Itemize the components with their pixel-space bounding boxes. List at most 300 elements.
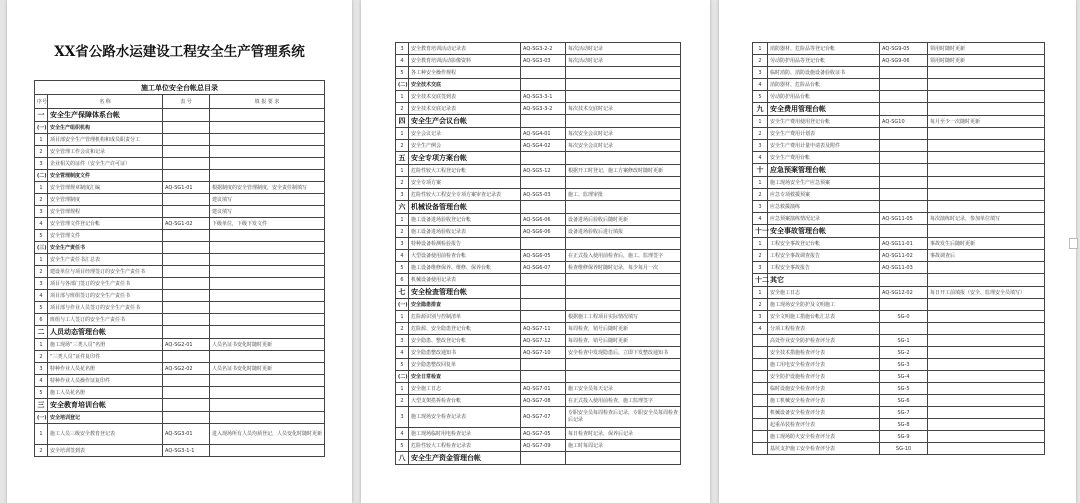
cell-form-no: [521, 452, 566, 465]
cell-index: 2: [396, 103, 409, 115]
cell-requirement: 事故发生后随时更新: [928, 238, 1045, 250]
table-row: [35, 266, 325, 278]
table-row: [35, 314, 325, 326]
cell-requirement: 根据开工时登记，施工方案修改时随时更新: [566, 165, 681, 177]
cell-form-no: AQ-SG3-01: [163, 424, 210, 445]
cell-index: 1: [753, 43, 768, 55]
cell-name: 安全隐患排查: [409, 299, 521, 311]
table-row: [753, 67, 1045, 79]
cell-index: 4: [396, 428, 409, 440]
cell-requirement: [928, 371, 1045, 383]
cell-form-no: [163, 412, 210, 424]
cell-form-no: [880, 67, 928, 79]
cell-index: 6: [396, 274, 409, 286]
cell-form-no: [163, 206, 210, 218]
cell-index: (一): [35, 122, 48, 134]
cell-name: 安全日常检查: [409, 371, 521, 383]
cell-name: 施工现场防火安全检查评分表: [768, 431, 880, 443]
cell-form-no: [880, 140, 928, 152]
cell-name: 应急预案管理台帐: [768, 164, 880, 177]
cell-requirement: [566, 371, 681, 383]
cell-name: 施工现场安全防护及文明施工: [768, 299, 880, 311]
cell-form-no: AQ-SG12-02: [880, 287, 928, 299]
cell-name: 安全专项方案: [409, 177, 521, 189]
cell-form-no: SG-3: [880, 359, 928, 371]
cell-form-no: SG-8: [880, 419, 928, 431]
cell-requirement: 领用时随时更新: [928, 55, 1045, 67]
cell-form-no: AQ-SG1-02: [163, 218, 210, 230]
cell-requirement: [928, 407, 1045, 419]
cell-name: 安全管理制度: [48, 194, 163, 206]
cell-index: 3: [753, 311, 768, 323]
table-row: [753, 323, 1045, 335]
cell-requirement: 进入现场所有人员均须登记，人员变化时随时更新: [210, 424, 325, 445]
table-row: [753, 287, 1045, 299]
table-row: [396, 395, 681, 407]
cell-requirement: 建议填写: [210, 206, 325, 218]
cell-requirement: [210, 109, 325, 122]
cell-form-no: [521, 152, 566, 165]
table-row: [396, 347, 681, 359]
table-row: [753, 335, 1045, 347]
cell-name: 安全隐患整改通知书: [409, 347, 521, 359]
cell-form-no: [880, 201, 928, 213]
cell-requirement: 每日开工前填报（安全、监理安全员填写）: [928, 287, 1045, 299]
table-row: [396, 43, 681, 55]
cell-index: 1: [396, 214, 409, 226]
cell-form-no: AQ-SG6-07: [521, 262, 566, 274]
cell-index: 1: [396, 165, 409, 177]
cell-name: 安全技术交底签到表: [409, 91, 521, 103]
cell-form-no: AQ-SG6-05: [521, 250, 566, 262]
cell-requirement: 领用时随时更新: [928, 43, 1045, 55]
table-row: [753, 55, 1045, 67]
cell-index: [753, 347, 768, 359]
table-row: [396, 311, 681, 323]
table-row: [753, 347, 1045, 359]
table-row: [396, 103, 681, 115]
cell-index: 3: [35, 158, 48, 170]
cell-requirement: [566, 452, 681, 465]
cell-form-no: [521, 286, 566, 299]
cell-form-no: [521, 201, 566, 214]
cell-name: 应急预案演练情况记录: [768, 213, 880, 225]
cell-requirement: 每次技术交底时记录: [566, 103, 681, 115]
cell-name: 危险性较大工程检查记录表: [409, 440, 521, 452]
cell-requirement: [566, 274, 681, 286]
cell-form-no: AQ-SG9-05: [880, 43, 928, 55]
cell-index: 3: [396, 43, 409, 55]
cell-name: 安全管理文件登记台帐: [48, 218, 163, 230]
cell-requirement: [210, 302, 325, 314]
table-row: [753, 79, 1045, 91]
cell-index: 3: [753, 201, 768, 213]
cell-name: 施工用电安全检查评分表: [768, 359, 880, 371]
table-row: [753, 152, 1045, 164]
cell-name: 施工现场安全生产应急预案: [768, 177, 880, 189]
table-row: [396, 226, 681, 238]
cell-form-no: [880, 189, 928, 201]
cell-name: 施工现场安全检查记录表: [409, 407, 521, 428]
cell-requirement: [928, 177, 1045, 189]
cell-name: 安全隐患、整改登记台帐: [409, 335, 521, 347]
cell-form-no: [163, 375, 210, 387]
cell-requirement: [566, 286, 681, 299]
cell-index: 4: [753, 152, 768, 164]
cell-requirement: [566, 359, 681, 371]
cell-requirement: 根据制度的安全管理制度，安全责任制填写: [210, 182, 325, 194]
cell-requirement: [210, 134, 325, 146]
header-requirement: 填 报 要 求: [210, 95, 325, 109]
cell-name: 机械设备安全检查评分表: [768, 407, 880, 419]
cell-requirement: 每次活动时记录: [566, 55, 681, 67]
cell-name: 基坑支护施工安全检查评分表: [768, 443, 880, 455]
cell-requirement: 每次活动时记录: [566, 43, 681, 55]
table-row: [396, 128, 681, 140]
cell-requirement: [210, 290, 325, 302]
cell-name: 安全管理规程: [48, 206, 163, 218]
table-row: [396, 407, 681, 428]
cell-form-no: [163, 290, 210, 302]
header-index: 序号: [35, 95, 48, 109]
table-row: [35, 351, 325, 363]
cell-name: 施工机械安全检查评分表: [768, 395, 880, 407]
table-row: [35, 290, 325, 302]
cell-name: 临时设施安全检查评分表: [768, 383, 880, 395]
cell-form-no: AQ-SG11-01: [880, 238, 928, 250]
cell-name: 工程安全事故登记台帐: [768, 238, 880, 250]
cell-name: 各工种安全操作规程: [409, 67, 521, 79]
cell-form-no: [163, 158, 210, 170]
section-row: [753, 103, 1045, 116]
cell-form-no: [521, 79, 566, 91]
table-row: [396, 55, 681, 67]
cell-name: 安全生产组织机构: [48, 122, 163, 134]
cell-index: 八: [396, 452, 409, 465]
cell-form-no: [163, 109, 210, 122]
table-row: [35, 206, 325, 218]
cell-name: 施工设备进场验收登记台帐: [409, 214, 521, 226]
table-row: [753, 299, 1045, 311]
cell-index: 5: [396, 262, 409, 274]
cell-form-no: AQ-SG11-03: [880, 262, 928, 274]
cell-form-no: SG-9: [880, 431, 928, 443]
cell-form-no: SG-0: [880, 311, 928, 323]
cell-index: 四: [396, 115, 409, 128]
cell-form-no: [880, 128, 928, 140]
cell-index: 1: [35, 339, 48, 351]
cell-name: 特种设备检测检验报告: [409, 238, 521, 250]
cell-form-no: [521, 299, 566, 311]
header-form-no: 表 号: [163, 95, 210, 109]
cell-name: 消防器材、危险品等登记台帐: [768, 43, 880, 55]
cell-form-no: [163, 314, 210, 326]
cell-form-no: [163, 194, 210, 206]
cell-requirement: 事故调查后: [928, 250, 1045, 262]
cell-form-no: AQ-SG2-02: [163, 363, 210, 375]
cell-index: 5: [396, 359, 409, 371]
cell-form-no: [880, 274, 928, 287]
cell-name: 安全技术措施检查评分表: [768, 347, 880, 359]
cell-form-no: SG-6: [880, 395, 928, 407]
cell-name: 危险源识别与控制清单: [409, 311, 521, 323]
cell-name: 大型设备使用前检查台帐: [409, 250, 521, 262]
cell-name: 安全技术交底记录表: [409, 103, 521, 115]
cell-form-no: AQ-SG7-08: [521, 395, 566, 407]
cell-requirement: 建议填写: [210, 194, 325, 206]
table-row: [753, 250, 1045, 262]
table-row: [35, 146, 325, 158]
cell-requirement: [928, 225, 1045, 238]
cell-form-no: [163, 146, 210, 158]
cell-name: 安全隐患整改回复单: [409, 359, 521, 371]
cell-index: 三: [35, 399, 48, 412]
cell-name: 安全管理工作会议和记录: [48, 146, 163, 158]
cell-requirement: 施工时每周记录: [566, 440, 681, 452]
cell-name: 安全施工日志: [409, 383, 521, 395]
table-row: [396, 67, 681, 79]
table-row: [35, 363, 325, 375]
cell-requirement: [210, 266, 325, 278]
cell-index: 4: [753, 79, 768, 91]
cell-index: 2: [35, 351, 48, 363]
cell-name: 人员动态管理台帐: [48, 326, 163, 339]
cell-name: 大型支架搭拆检查台帐: [409, 395, 521, 407]
document-page-2: [361, 0, 710, 503]
section-row: [753, 164, 1045, 177]
cell-requirement: [928, 395, 1045, 407]
cell-name: 建设单位与项目经理签订的安全生产责任书: [48, 266, 163, 278]
cell-index: 5: [396, 440, 409, 452]
subsection-row: [35, 122, 325, 134]
cell-index: 九: [753, 103, 768, 116]
cell-requirement: 每次安全会议时记录: [566, 128, 681, 140]
cell-name: 安全会议记录: [409, 128, 521, 140]
cell-requirement: [566, 201, 681, 214]
cell-form-no: AQ-SG2-01: [163, 339, 210, 351]
section-row: [35, 326, 325, 339]
cell-name: 应急专项救援预案: [768, 189, 880, 201]
table-row: [753, 116, 1045, 128]
table-row: [396, 140, 681, 152]
section-row: [753, 274, 1045, 287]
cell-name: 安全费用管理台帐: [768, 103, 880, 116]
cell-name: 安全培训登记: [48, 412, 163, 424]
cell-form-no: AQ-SG10: [880, 116, 928, 128]
cell-index: 3: [753, 262, 768, 274]
cell-name: 安全教育培训台帐: [48, 399, 163, 412]
cell-form-no: [880, 323, 928, 335]
cell-requirement: [210, 254, 325, 266]
page-edge-marker: [1069, 238, 1078, 249]
table-row: [35, 445, 325, 457]
cell-name: 安全生产责任书: [48, 242, 163, 254]
cell-name: 施工人员三级安全教育登记表: [48, 424, 163, 445]
cell-requirement: [928, 274, 1045, 287]
cell-requirement: [928, 91, 1045, 103]
cell-requirement: [928, 311, 1045, 323]
cell-form-no: [163, 242, 210, 254]
cell-requirement: 每次演练时记录，参加单位填写: [928, 213, 1045, 225]
cell-requirement: [928, 103, 1045, 116]
cell-index: (二): [35, 170, 48, 182]
cell-index: 4: [35, 375, 48, 387]
cell-requirement: [928, 152, 1045, 164]
table-row: [35, 230, 325, 242]
cell-requirement: 设备进场验收后进行填报: [566, 226, 681, 238]
cell-index: 3: [35, 206, 48, 218]
section-row: [35, 399, 325, 412]
cell-form-no: [163, 122, 210, 134]
table-row: [753, 201, 1045, 213]
cell-name: 安全教育培训活动影像资料: [409, 55, 521, 67]
section-row: [396, 115, 681, 128]
subsection-row: [396, 371, 681, 383]
cell-index: 1: [396, 311, 409, 323]
cell-name: 施工人员花名册: [48, 387, 163, 399]
section-row: [753, 225, 1045, 238]
cell-form-no: [521, 115, 566, 128]
cell-requirement: 人员名证书变化时随时更新: [210, 363, 325, 375]
cell-form-no: [163, 387, 210, 399]
cell-index: 3: [396, 189, 409, 201]
cell-name: 项目与各部门签订的安全生产责任书: [48, 278, 163, 290]
cell-requirement: [210, 351, 325, 363]
table-row: [396, 177, 681, 189]
cell-name: 安全防护设施检查评分表: [768, 371, 880, 383]
cell-form-no: AQ-SG6-06: [521, 214, 566, 226]
cell-form-no: SG-4: [880, 371, 928, 383]
table-row: [396, 335, 681, 347]
cell-requirement: [928, 128, 1045, 140]
table-row: [753, 407, 1045, 419]
cell-requirement: 施工、监理审批: [566, 189, 681, 201]
table-row: [396, 323, 681, 335]
section-row: [396, 286, 681, 299]
cell-form-no: AQ-SG6-06: [521, 226, 566, 238]
cell-requirement: [566, 299, 681, 311]
cell-form-no: AQ-SG3-2-2: [521, 43, 566, 55]
table-row: [396, 274, 681, 286]
document-title: XX省公路水运建设工程安全生产管理系统: [54, 44, 305, 60]
cell-form-no: AQ-SG7-09: [521, 440, 566, 452]
cell-index: (一): [35, 412, 48, 424]
cell-index: 2: [396, 140, 409, 152]
cell-index: 5: [35, 230, 48, 242]
table-row: [396, 383, 681, 395]
cell-form-no: [880, 299, 928, 311]
cell-form-no: AQ-SG4-01: [521, 128, 566, 140]
cell-index: 2: [753, 189, 768, 201]
cell-index: 5: [396, 67, 409, 79]
cell-requirement: 根据施工工程项目实际情况填写: [566, 311, 681, 323]
table-row: [753, 431, 1045, 443]
cell-form-no: [880, 79, 928, 91]
cell-name: 工程安全事故报告: [768, 262, 880, 274]
cell-index: 4: [396, 55, 409, 67]
cell-form-no: [880, 91, 928, 103]
cell-requirement: 每周检查，销号后随时更新: [566, 335, 681, 347]
section-row: [396, 201, 681, 214]
subsection-row: [396, 299, 681, 311]
document-page-1: [7, 0, 352, 503]
cell-index: 4: [396, 250, 409, 262]
header-name: 名 称: [48, 95, 163, 109]
table-row: [753, 238, 1045, 250]
cell-name: 特种作业人员花名册: [48, 363, 163, 375]
ledger-index-table: [34, 80, 325, 457]
cell-name: 安全培训签到表: [48, 445, 163, 457]
cell-index: 1: [396, 128, 409, 140]
cell-requirement: [566, 115, 681, 128]
cell-name: 应急救援演练: [768, 201, 880, 213]
table-row: [396, 91, 681, 103]
cell-name: 班组与工人签订的安全生产责任书: [48, 314, 163, 326]
cell-requirement: [210, 158, 325, 170]
table-caption: 施工单位安全台帐总目录: [35, 81, 325, 95]
cell-index: (二): [396, 79, 409, 91]
cell-index: 一: [35, 109, 48, 122]
table-body: [35, 109, 325, 457]
cell-name: 施工现场临时用电检查记录: [409, 428, 521, 440]
cell-name: 危险性较大工程安全专项方案审查记录表: [409, 189, 521, 201]
table-row: [753, 419, 1045, 431]
cell-name: 企业相关的证件（安全生产许可证）: [48, 158, 163, 170]
cell-form-no: [521, 177, 566, 189]
cell-index: (二): [396, 371, 409, 383]
subsection-row: [35, 412, 325, 424]
cell-index: 4: [753, 213, 768, 225]
cell-requirement: [210, 146, 325, 158]
cell-index: 十: [753, 164, 768, 177]
cell-index: 2: [396, 395, 409, 407]
cell-name: 安全专项方案台帐: [409, 152, 521, 165]
cell-name: 施工设备维修保养、维修、保养台帐: [409, 262, 521, 274]
cell-index: 二: [35, 326, 48, 339]
cell-requirement: [928, 383, 1045, 395]
cell-name: 安全生产资金管理台帐: [409, 452, 521, 465]
table-row: [35, 339, 325, 351]
cell-form-no: AQ-SG5-03: [521, 189, 566, 201]
cell-form-no: AQ-SG3-3-2: [521, 103, 566, 115]
table-row: [35, 375, 325, 387]
cell-name: 劳动防护用品台帐: [768, 91, 880, 103]
cell-form-no: SG-1: [880, 335, 928, 347]
cell-requirement: [566, 238, 681, 250]
cell-index: 3: [396, 238, 409, 250]
cell-form-no: [521, 238, 566, 250]
cell-form-no: [163, 302, 210, 314]
cell-index: 十一: [753, 225, 768, 238]
cell-index: [753, 335, 768, 347]
table-row: [35, 302, 325, 314]
cell-index: 5: [35, 387, 48, 399]
cell-index: [753, 359, 768, 371]
cell-form-no: [163, 351, 210, 363]
cell-name: 项目部与作业人员签订的安全生产责任书: [48, 302, 163, 314]
cell-index: 1: [396, 383, 409, 395]
cell-index: [753, 371, 768, 383]
table-row: [396, 359, 681, 371]
cell-form-no: AQ-SG11-05: [880, 213, 928, 225]
cell-requirement: [928, 347, 1045, 359]
cell-name: 项目部安全生产管理机构和成员职责分工: [48, 134, 163, 146]
cell-form-no: SG-2: [880, 347, 928, 359]
cell-index: 3: [753, 140, 768, 152]
cell-name: 临时消防、消防设施设备验收证书: [768, 67, 880, 79]
cell-index: 1: [753, 177, 768, 189]
cell-requirement: [210, 445, 325, 457]
